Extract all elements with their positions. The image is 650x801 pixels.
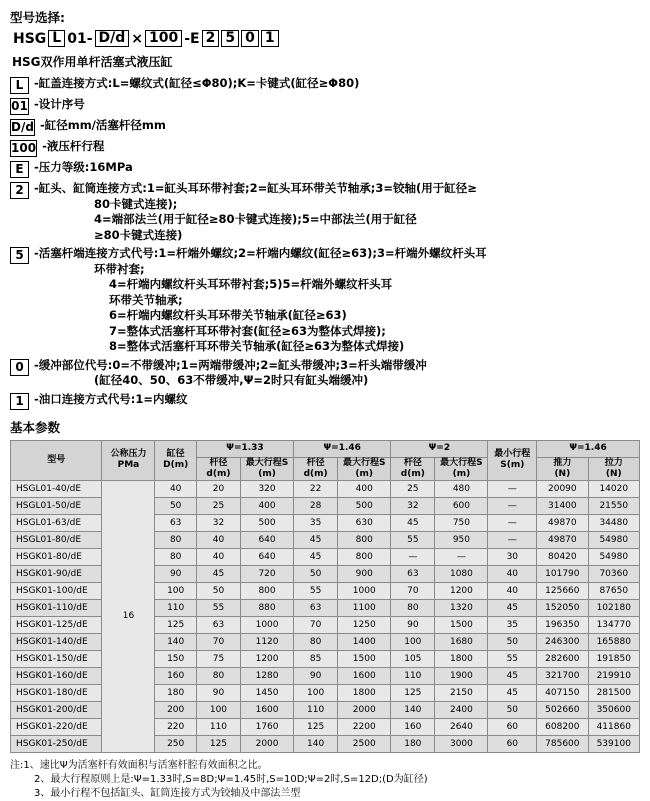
cell-rod-2: 90 [391, 616, 435, 633]
cell-rod-2: 70 [391, 582, 435, 599]
cell-rod-146: 45 [294, 531, 338, 548]
legend-line: -缸径mm/活塞杆径mm [39, 118, 166, 132]
cell-stroke-146: 800 [338, 548, 391, 565]
cell-model: HSGK01-200/dE [11, 701, 102, 718]
code-box-port-connection: 1 [261, 30, 279, 47]
cell-bore: 80 [155, 531, 196, 548]
cell-stroke-146: 1500 [338, 650, 391, 667]
cell-bore: 160 [155, 667, 196, 684]
cell-stroke-2: 1900 [435, 667, 488, 684]
th-rod-133: 杆径 d(m) [196, 457, 240, 480]
legend-desc [42, 139, 104, 155]
cell-rod-133: 32 [196, 514, 240, 531]
cell-stroke-133: 400 [241, 497, 294, 514]
cell-push-force: 502660 [537, 701, 588, 718]
cell-stroke-133: 1760 [241, 718, 294, 735]
cell-stroke-133: 640 [241, 548, 294, 565]
code-prefix: HSG [13, 30, 47, 47]
list-item [10, 358, 642, 389]
th-stroke-2: 最大行程S (m) [435, 457, 488, 480]
list-item [10, 160, 642, 178]
cell-rod-146: 110 [294, 701, 338, 718]
cell-stroke-146: 1800 [338, 684, 391, 701]
cell-model: HSGK01-110/dE [11, 599, 102, 616]
cell-min-stroke: — [488, 480, 537, 497]
cell-stroke-2: 600 [435, 497, 488, 514]
th-push-force: 推力 (N) [537, 457, 588, 480]
code-design-serial: 01- [67, 30, 93, 47]
legend-key: L [10, 77, 29, 94]
cell-stroke-133: 800 [241, 582, 294, 599]
cell-stroke-146: 1600 [338, 667, 391, 684]
cell-stroke-133: 1600 [241, 701, 294, 718]
list-item [10, 246, 642, 355]
cell-rod-146: 55 [294, 582, 338, 599]
cell-rod-146: 80 [294, 633, 338, 650]
cell-rod-2: 63 [391, 565, 435, 582]
note-line: 注:1、速比Ψ为活塞杆有效面积与活塞杆腔有效面积之比。 [10, 759, 268, 771]
cell-bore: 40 [155, 480, 196, 497]
cell-stroke-2: — [435, 548, 488, 565]
cell-stroke-146: 500 [338, 497, 391, 514]
cell-rod-133: 75 [196, 650, 240, 667]
cell-stroke-2: 750 [435, 514, 488, 531]
table-body [11, 480, 640, 752]
cell-push-force: 31400 [537, 497, 588, 514]
model-code-line [12, 30, 642, 47]
legend-key: 1 [10, 393, 29, 410]
cell-rod-133: 20 [196, 480, 240, 497]
cell-rod-133: 90 [196, 684, 240, 701]
cell-push-force: 407150 [537, 684, 588, 701]
cell-stroke-133: 720 [241, 565, 294, 582]
table-row [11, 480, 640, 497]
cell-rod-133: 45 [196, 565, 240, 582]
cell-bore: 63 [155, 514, 196, 531]
legend-line: 7=整体式活塞杆耳环带衬套(缸径≥63为整体式焊接); [109, 323, 386, 338]
cell-rod-146: 50 [294, 565, 338, 582]
cell-stroke-146: 1250 [338, 616, 391, 633]
legend-line: 环带关节轴承; [109, 292, 183, 307]
cell-push-force: 246300 [537, 633, 588, 650]
cell-rod-133: 110 [196, 718, 240, 735]
cell-pull-force: 134770 [588, 616, 639, 633]
cell-bore: 100 [155, 582, 196, 599]
cell-stroke-2: 3000 [435, 735, 488, 752]
table-header [11, 440, 640, 480]
cell-min-stroke: — [488, 514, 537, 531]
cell-rod-133: 100 [196, 701, 240, 718]
cell-pull-force: 219910 [588, 667, 639, 684]
cell-rod-146: 100 [294, 684, 338, 701]
cell-stroke-133: 500 [241, 514, 294, 531]
legend-key: 5 [10, 247, 29, 264]
cell-stroke-133: 320 [241, 480, 294, 497]
legend-line: -油口连接方式代号:1=内螺纹 [34, 391, 188, 406]
cell-bore: 220 [155, 718, 196, 735]
cell-stroke-146: 2500 [338, 735, 391, 752]
th-model: 型号 [11, 440, 102, 480]
cell-stroke-2: 480 [435, 480, 488, 497]
cell-stroke-146: 1100 [338, 599, 391, 616]
cell-min-stroke: 50 [488, 633, 537, 650]
note-line: 3、最小行程不包括缸头、缸筒连接方式为铰轴及中部法兰型 [34, 787, 301, 799]
list-item [10, 392, 642, 410]
list-item [10, 97, 642, 115]
legend-line: 环带衬套; [94, 261, 145, 276]
cell-push-force: 152050 [537, 599, 588, 616]
cell-rod-2: 100 [391, 633, 435, 650]
th-pull-force: 拉力 (N) [588, 457, 639, 480]
th-rod-146: 杆径 d(m) [294, 457, 338, 480]
cell-min-stroke: — [488, 531, 537, 548]
cell-min-stroke: 45 [488, 684, 537, 701]
cell-stroke-2: 1200 [435, 582, 488, 599]
cell-bore: 150 [155, 650, 196, 667]
cell-rod-146: 22 [294, 480, 338, 497]
cell-bore: 180 [155, 684, 196, 701]
cell-rod-2: 110 [391, 667, 435, 684]
legend-desc [34, 358, 427, 389]
cell-model: HSGK01-180/dE [11, 684, 102, 701]
th-psi146: Ψ=1.46 [294, 440, 391, 457]
cell-rod-146: 45 [294, 548, 338, 565]
legend-line: ≥80卡键式连接) [94, 227, 183, 242]
cell-stroke-2: 1320 [435, 599, 488, 616]
cell-push-force: 282600 [537, 650, 588, 667]
cell-rod-146: 63 [294, 599, 338, 616]
cell-bore: 50 [155, 497, 196, 514]
legend-line: -压力等级:16MPa [34, 160, 133, 174]
cell-rod-133: 80 [196, 667, 240, 684]
cell-stroke-2: 2150 [435, 684, 488, 701]
cell-pull-force: 102180 [588, 599, 639, 616]
legend-desc [34, 181, 477, 243]
cell-stroke-133: 1120 [241, 633, 294, 650]
cell-stroke-2: 2640 [435, 718, 488, 735]
cell-stroke-2: 1800 [435, 650, 488, 667]
legend-line: -活塞杆端连接方式代号:1=杆端外螺纹;2=杆端内螺纹(缸径≥63);3=杆端外螺纹杆头耳 [34, 246, 487, 260]
cell-rod-146: 90 [294, 667, 338, 684]
cell-bore: 80 [155, 548, 196, 565]
cell-rod-146: 125 [294, 718, 338, 735]
cell-push-force: 608200 [537, 718, 588, 735]
cell-rod-2: 125 [391, 684, 435, 701]
code-box-stroke: 100 [145, 30, 182, 47]
legend-list [10, 76, 642, 410]
cell-rod-146: 28 [294, 497, 338, 514]
cell-bore: 110 [155, 599, 196, 616]
cell-rod-2: — [391, 548, 435, 565]
legend-line: 6=杆端内螺纹杆头耳环带关节轴承(缸径≥63) [109, 308, 347, 322]
cell-push-force: 125660 [537, 582, 588, 599]
cell-rod-133: 70 [196, 633, 240, 650]
cell-model: HSGL01-50/dE [11, 497, 102, 514]
cell-bore: 200 [155, 701, 196, 718]
cell-stroke-133: 1280 [241, 667, 294, 684]
cell-pull-force: 14020 [588, 480, 639, 497]
cell-nominal-pressure: 16 [102, 480, 155, 752]
cell-rod-2: 160 [391, 718, 435, 735]
cell-rod-2: 25 [391, 480, 435, 497]
cell-min-stroke: 40 [488, 565, 537, 582]
cell-model: HSGK01-125/dE [11, 616, 102, 633]
legend-key: 0 [10, 359, 29, 376]
parameters-table [10, 440, 640, 753]
th-force-psi146: Ψ=1.46 [537, 440, 640, 457]
cell-rod-133: 40 [196, 531, 240, 548]
cell-push-force: 49870 [537, 514, 588, 531]
cell-stroke-146: 2000 [338, 701, 391, 718]
cell-min-stroke: — [488, 497, 537, 514]
cell-push-force: 196350 [537, 616, 588, 633]
cell-model: HSGK01-150/dE [11, 650, 102, 667]
cell-stroke-146: 400 [338, 480, 391, 497]
legend-line: 4=杆端内螺纹杆头耳环带衬套;5)5=杆端外螺纹杆头耳 [109, 277, 393, 291]
cell-model: HSGK01-140/dE [11, 633, 102, 650]
cell-stroke-146: 800 [338, 531, 391, 548]
cell-min-stroke: 35 [488, 616, 537, 633]
list-item [10, 118, 642, 136]
cell-stroke-133: 1000 [241, 616, 294, 633]
cell-stroke-133: 1200 [241, 650, 294, 667]
cell-bore: 250 [155, 735, 196, 752]
th-rod-2: 杆径 d(m) [391, 457, 435, 480]
cell-rod-133: 63 [196, 616, 240, 633]
legend-desc [34, 97, 85, 113]
legend-line: -缸头、缸筒连接方式:1=缸头耳环带衬套;2=缸头耳环带关节轴承;3=铰轴(用于缸径≥ [34, 181, 477, 195]
cell-stroke-133: 1450 [241, 684, 294, 701]
section-title-model: 型号选择: [10, 10, 65, 25]
notes-block [10, 759, 642, 801]
cell-stroke-146: 1400 [338, 633, 391, 650]
list-item [10, 139, 642, 157]
legend-line: 8=整体式活塞杆耳环带关节轴承(缸径≥63为整体式焊接) [109, 339, 405, 353]
cell-push-force: 49870 [537, 531, 588, 548]
cell-stroke-146: 630 [338, 514, 391, 531]
th-psi133: Ψ=1.33 [196, 440, 293, 457]
cell-min-stroke: 55 [488, 650, 537, 667]
cell-push-force: 20090 [537, 480, 588, 497]
legend-key: 01 [11, 99, 28, 113]
cell-rod-2: 105 [391, 650, 435, 667]
cell-bore: 140 [155, 633, 196, 650]
cell-rod-2: 140 [391, 701, 435, 718]
cell-rod-133: 40 [196, 548, 240, 565]
cell-stroke-2: 1680 [435, 633, 488, 650]
cell-model: HSGK01-250/dE [11, 735, 102, 752]
cell-pull-force: 191850 [588, 650, 639, 667]
list-item [10, 76, 642, 94]
cell-rod-146: 35 [294, 514, 338, 531]
cell-min-stroke: 50 [488, 701, 537, 718]
th-pressure: 公称压力 PMa [102, 440, 155, 480]
cell-model: HSGK01-220/dE [11, 718, 102, 735]
th-stroke-133: 最大行程S (m) [241, 457, 294, 480]
cell-rod-133: 50 [196, 582, 240, 599]
code-multiply-sign: × [131, 30, 144, 47]
code-box-rod-connection: 5 [221, 30, 239, 47]
cell-model: HSGK01-100/dE [11, 582, 102, 599]
cell-model: HSGL01-40/dE [11, 480, 102, 497]
cell-min-stroke: 60 [488, 735, 537, 752]
cell-stroke-133: 640 [241, 531, 294, 548]
th-bore: 缸径 D(m) [155, 440, 196, 480]
cell-stroke-146: 2200 [338, 718, 391, 735]
product-subtitle: HSG双作用单杆活塞式液压缸 [12, 55, 173, 69]
cell-pull-force: 539100 [588, 735, 639, 752]
legend-line: 4=端部法兰(用于缸径≥80卡键式连接);5=中部法兰(用于缸径 [94, 212, 417, 226]
cell-rod-133: 125 [196, 735, 240, 752]
cell-pull-force: 54980 [588, 531, 639, 548]
legend-desc [34, 76, 359, 92]
note-line: 2、最大行程原则上是:Ψ=1.33时,S=8D;Ψ=1.45时,S=10D;Ψ=2时,S=12D;(D为缸径) [34, 773, 428, 785]
cell-pull-force: 411860 [588, 718, 639, 735]
cell-stroke-146: 900 [338, 565, 391, 582]
cell-stroke-2: 950 [435, 531, 488, 548]
cell-rod-2: 55 [391, 531, 435, 548]
cell-stroke-146: 1000 [338, 582, 391, 599]
cell-rod-133: 25 [196, 497, 240, 514]
cell-push-force: 321700 [537, 667, 588, 684]
section-title-params: 基本参数 [10, 419, 61, 435]
cell-pull-force: 350600 [588, 701, 639, 718]
code-box-bore-rod: D/d [95, 30, 130, 47]
legend-line: -设计序号 [34, 97, 85, 111]
cell-push-force: 785600 [537, 735, 588, 752]
cell-pull-force: 21550 [588, 497, 639, 514]
cell-model: HSGK01-160/dE [11, 667, 102, 684]
cell-stroke-2: 2400 [435, 701, 488, 718]
cell-pull-force: 281500 [588, 684, 639, 701]
th-stroke-146: 最大行程S (m) [338, 457, 391, 480]
legend-key: 2 [10, 182, 29, 199]
legend-line: -缓冲部位代号:0=不带缓冲;1=两端带缓冲;2=缸头带缓冲;3=杆头端带缓冲 [34, 357, 427, 372]
cell-pull-force: 70360 [588, 565, 639, 582]
cell-pull-force: 165880 [588, 633, 639, 650]
list-item [10, 181, 642, 243]
legend-line: 80卡键式连接); [94, 196, 178, 211]
cell-bore: 90 [155, 565, 196, 582]
cell-pull-force: 54980 [588, 548, 639, 565]
th-min-stroke: 最小行程 S(m) [488, 440, 537, 480]
cell-rod-2: 45 [391, 514, 435, 531]
cell-stroke-2: 1080 [435, 565, 488, 582]
legend-desc [34, 392, 188, 408]
legend-line: -缸盖连接方式:L=螺纹式(缸径≤Φ80);K=卡键式(缸径≥Φ80) [34, 76, 360, 90]
code-box-cap-type: L [48, 30, 65, 47]
cell-push-force: 80420 [537, 548, 588, 565]
legend-desc [34, 246, 487, 355]
cell-rod-2: 32 [391, 497, 435, 514]
th-psi2: Ψ=2 [391, 440, 488, 457]
cell-min-stroke: 60 [488, 718, 537, 735]
cell-pull-force: 87650 [588, 582, 639, 599]
cell-model: HSGL01-63/dE [11, 514, 102, 531]
cell-stroke-2: 1500 [435, 616, 488, 633]
cell-rod-146: 70 [294, 616, 338, 633]
cell-rod-146: 85 [294, 650, 338, 667]
cell-stroke-133: 880 [241, 599, 294, 616]
cell-model: HSGK01-90/dE [11, 565, 102, 582]
code-pressure-grade: -E [184, 30, 200, 47]
cell-rod-133: 55 [196, 599, 240, 616]
cell-rod-2: 180 [391, 735, 435, 752]
cell-bore: 125 [155, 616, 196, 633]
legend-desc [34, 160, 133, 176]
legend-key: E [10, 161, 29, 178]
cell-min-stroke: 30 [488, 548, 537, 565]
cell-min-stroke: 40 [488, 582, 537, 599]
code-box-head-connection: 2 [202, 30, 220, 47]
legend-desc [40, 118, 166, 134]
cell-rod-146: 140 [294, 735, 338, 752]
cell-push-force: 101790 [537, 565, 588, 582]
cell-rod-2: 80 [391, 599, 435, 616]
cell-min-stroke: 45 [488, 667, 537, 684]
cell-stroke-133: 2000 [241, 735, 294, 752]
code-box-cushion: 0 [241, 30, 259, 47]
legend-line: (缸径40、50、63不带缓冲,Ψ=2时只有缸头端缓冲) [94, 373, 369, 387]
cell-model: HSGK01-80/dE [11, 548, 102, 565]
legend-key: D/d [11, 120, 34, 134]
cell-min-stroke: 45 [488, 599, 537, 616]
cell-model: HSGL01-80/dE [11, 531, 102, 548]
cell-pull-force: 34480 [588, 514, 639, 531]
legend-key: 100 [11, 141, 37, 155]
legend-line: -液压杆行程 [42, 139, 105, 153]
